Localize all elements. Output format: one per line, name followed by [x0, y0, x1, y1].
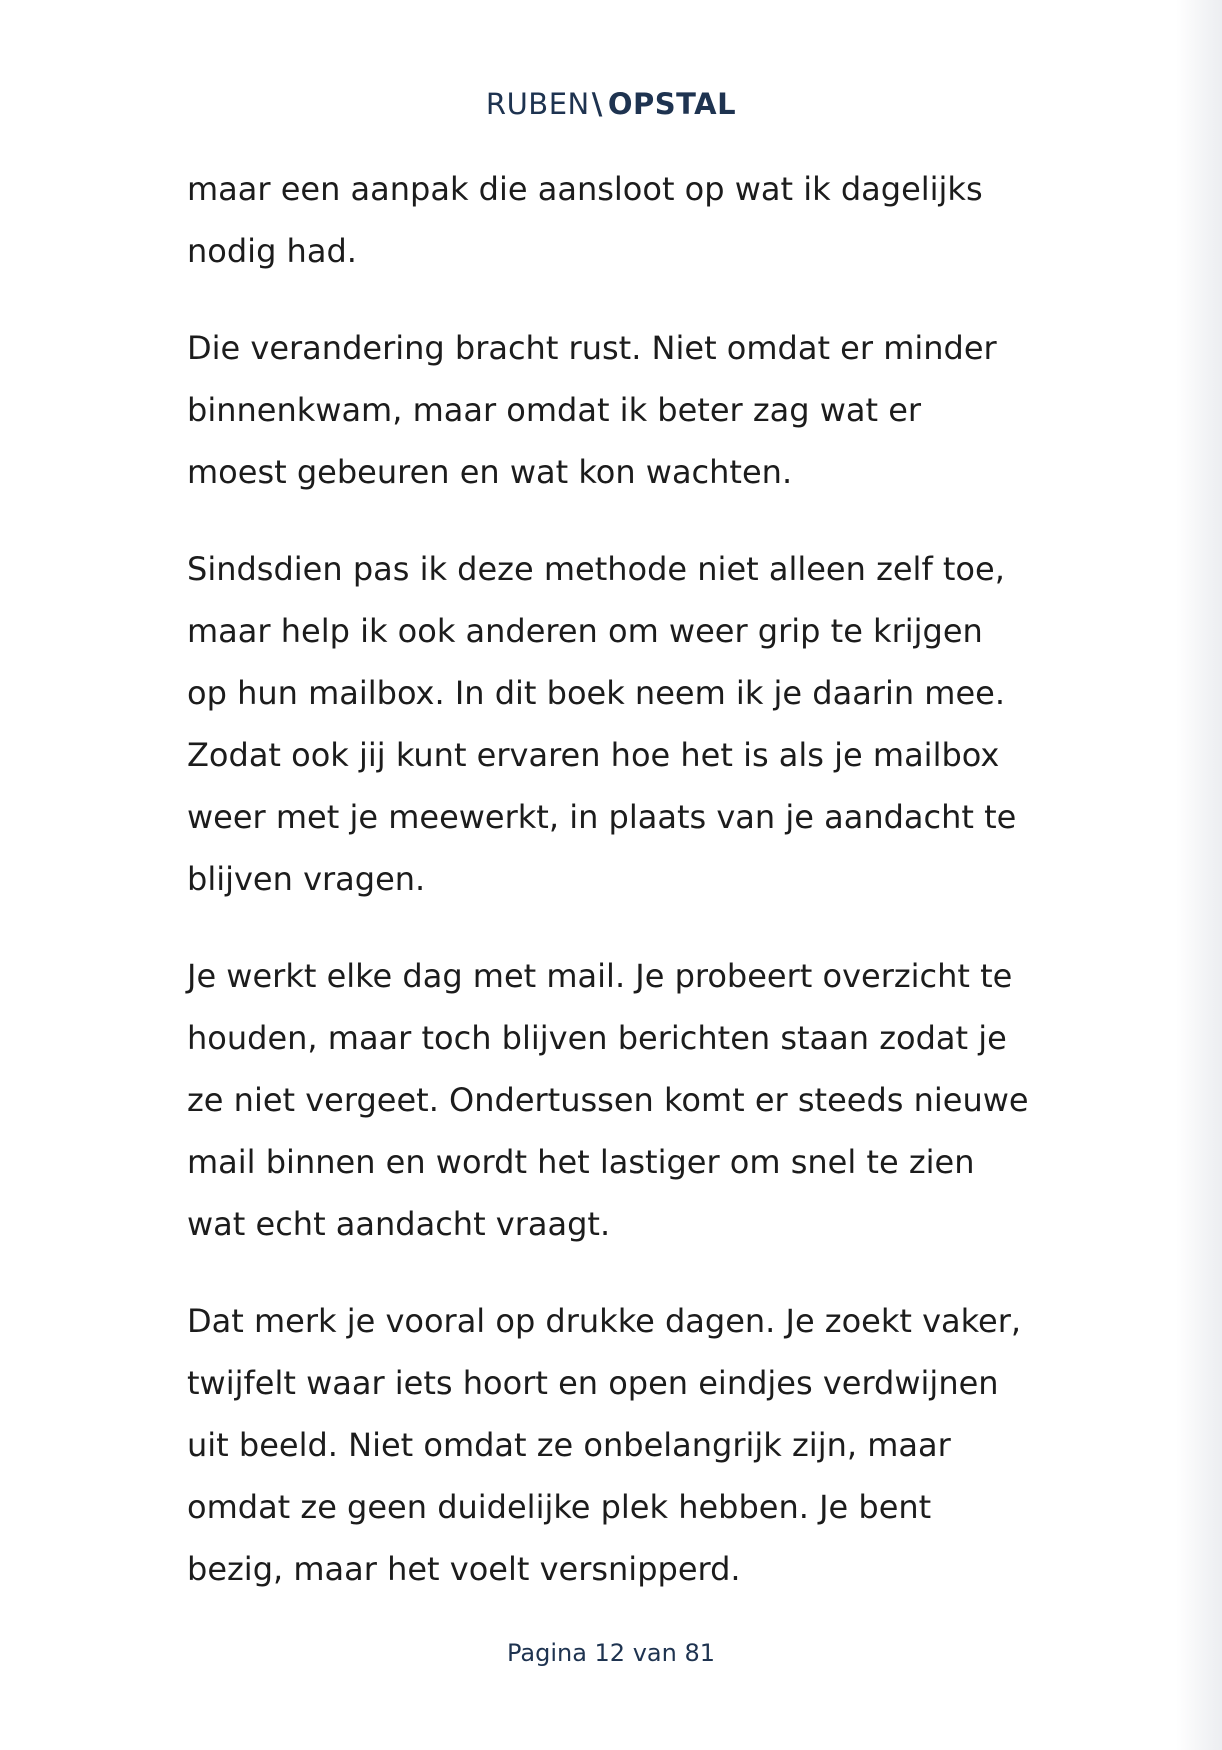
text-line: Sindsdien pas ik deze methode niet alleen zelf toe,: [187, 550, 1005, 588]
text-line: mail binnen en wordt het lastiger om snel te zien: [187, 1143, 975, 1181]
text-line: Je werkt elke dag met mail. Je probeert overzicht te: [187, 957, 1013, 995]
text-line: weer met je meewerkt, in plaats van je aandacht te: [187, 798, 1017, 836]
text-line: twijfelt waar iets hoort en open eindjes verdwijnen: [187, 1364, 999, 1402]
text-line: Zodat ook jij kunt ervaren hoe het is als je mailbox: [187, 736, 1000, 774]
text-line: omdat ze geen duidelijke plek hebben. Je bent: [187, 1488, 932, 1526]
text-line: Die verandering bracht rust. Niet omdat er minder: [187, 329, 997, 367]
text-line: Dat merk je vooral op drukke dagen. Je zoekt vaker,: [187, 1302, 1022, 1340]
text-line: op hun mailbox. In dit boek neem ik je daarin mee.: [187, 674, 1006, 712]
text-line: wat echt aandacht vraagt.: [187, 1205, 611, 1243]
page-header: [0, 84, 1222, 124]
brand-separator: \: [591, 87, 603, 121]
text-line: ze niet vergeet. Ondertussen komt er steeds nieuwe: [187, 1081, 1029, 1119]
text-line: maar een aanpak die aansloot op wat ik dagelijks: [187, 170, 983, 208]
paragraph-1: [187, 158, 1047, 282]
paragraph-3: [187, 538, 1047, 910]
text-line: uit beeld. Niet omdat ze onbelangrijk zijn, maar: [187, 1426, 951, 1464]
page-body: [187, 158, 1047, 1635]
paragraph-4: [187, 945, 1047, 1255]
text-line: maar help ik ook anderen om weer grip te krijgen: [187, 612, 983, 650]
paragraph-2: [187, 317, 1047, 503]
brand-first-name: RUBEN: [485, 87, 590, 121]
text-line: binnenkwam, maar omdat ik beter zag wat er: [187, 391, 922, 429]
page-number: Pagina 12 van 81: [506, 1639, 715, 1667]
brand-last-name: OPSTAL: [607, 87, 737, 121]
text-line: moest gebeuren en wat kon wachten.: [187, 453, 793, 491]
paragraph-5: [187, 1290, 1047, 1600]
text-line: houden, maar toch blijven berichten staan zodat je: [187, 1019, 1007, 1057]
text-line: blijven vragen.: [187, 860, 426, 898]
text-line: bezig, maar het voelt versnipperd.: [187, 1550, 741, 1588]
text-line: nodig had.: [187, 232, 357, 270]
page-edge-shadow: [1176, 0, 1222, 1750]
